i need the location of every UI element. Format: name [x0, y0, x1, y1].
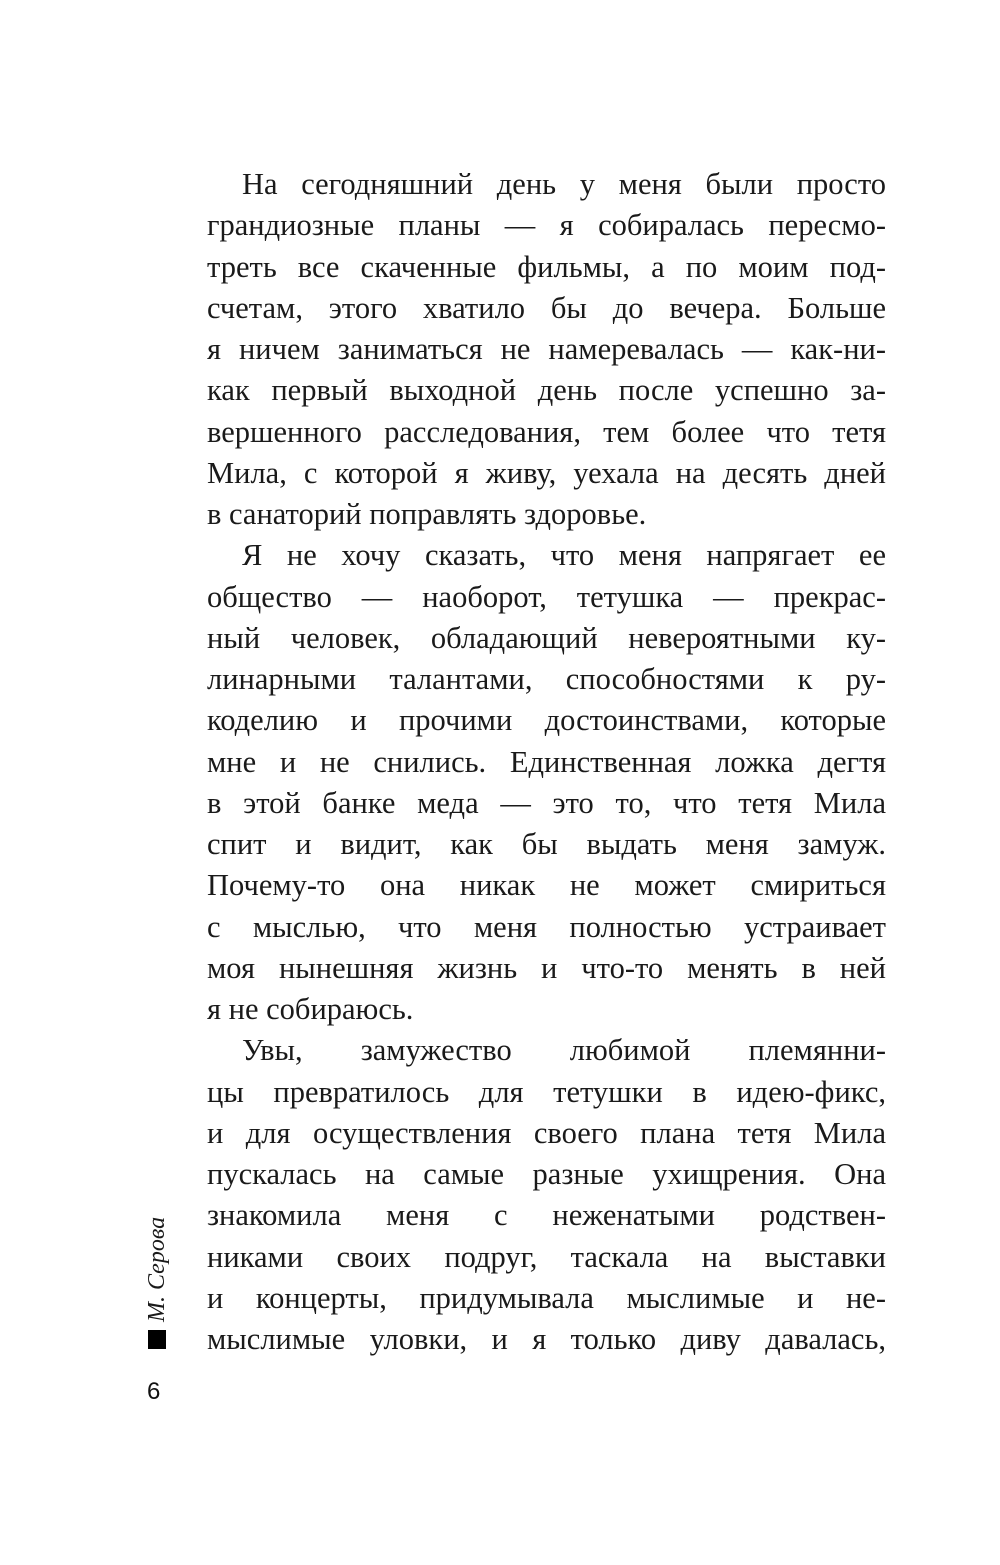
text-line: линарными талантами, способностями к ру-: [207, 662, 886, 696]
page-number: 6: [147, 1378, 161, 1405]
text-line: пускалась на самые разные ухищрения. Она: [207, 1157, 886, 1191]
paragraph: [207, 164, 886, 535]
text-line: цы превратилось для тетушки в идею-фикс,: [207, 1074, 886, 1109]
text-line: коделию и прочими достоинствами, которые: [207, 703, 886, 738]
text-line: с мыслью, что меня полностью устраивает: [207, 909, 886, 944]
text-line: Я не хочу сказать, что меня напрягает ее: [242, 538, 886, 573]
text-line: как первый выходной день после успешно за-: [207, 373, 886, 408]
text-line: Почему-то она никак не может смириться: [207, 868, 886, 903]
text-line: Увы, замужество любимой племянни-: [242, 1033, 886, 1068]
text-line: и для осуществления своего плана тетя Мила: [207, 1115, 886, 1150]
text-line: грандиозные планы — я собиралась пересмо-: [207, 208, 886, 243]
text-line: никами своих подруг, таскала на выставки: [207, 1239, 886, 1274]
text-line: я ничем заниматься не намеревалась — как-ни-: [207, 332, 886, 366]
text-line: в санаторий поправлять здоровье.: [207, 497, 647, 531]
text-line: ный человек, обладающий невероятными ку-: [207, 620, 886, 655]
text-line: общество — наоборот, тетушка — прекрас-: [207, 579, 886, 614]
text-line: мыслимые уловки, и я только диву давалась,: [207, 1322, 886, 1356]
text-line: и концерты, придумывала мыслимые и не-: [207, 1280, 886, 1315]
paragraph: [207, 535, 886, 1030]
text-line: На сегодняшний день у меня были просто: [242, 167, 886, 201]
text-line: Мила, с которой я живу, уехала на десять дней: [207, 455, 886, 490]
running-head-author: М. Серова: [144, 1216, 170, 1322]
text-line: спит и видит, как бы выдать меня замуж.: [207, 827, 886, 861]
body-text: [207, 164, 886, 1360]
text-line: мне и не снились. Единственная ложка дегтя: [207, 744, 886, 779]
paragraph: [207, 1030, 886, 1360]
square-marker-icon: [148, 1330, 166, 1349]
text-line: моя нынешняя жизнь и что-то менять в ней: [207, 950, 886, 985]
text-line: счетам, этого хватило бы до вечера. Больше: [207, 290, 886, 325]
text-line: знакомила меня с неженатыми родствен-: [207, 1198, 886, 1233]
text-line: треть все скаченные фильмы, а по моим под-: [207, 249, 886, 284]
text-line: я не собираюсь.: [207, 992, 414, 1026]
text-line: вершенного расследования, тем более что тетя: [207, 414, 886, 449]
text-line: в этой банке меда — это то, что тетя Мила: [207, 785, 886, 820]
